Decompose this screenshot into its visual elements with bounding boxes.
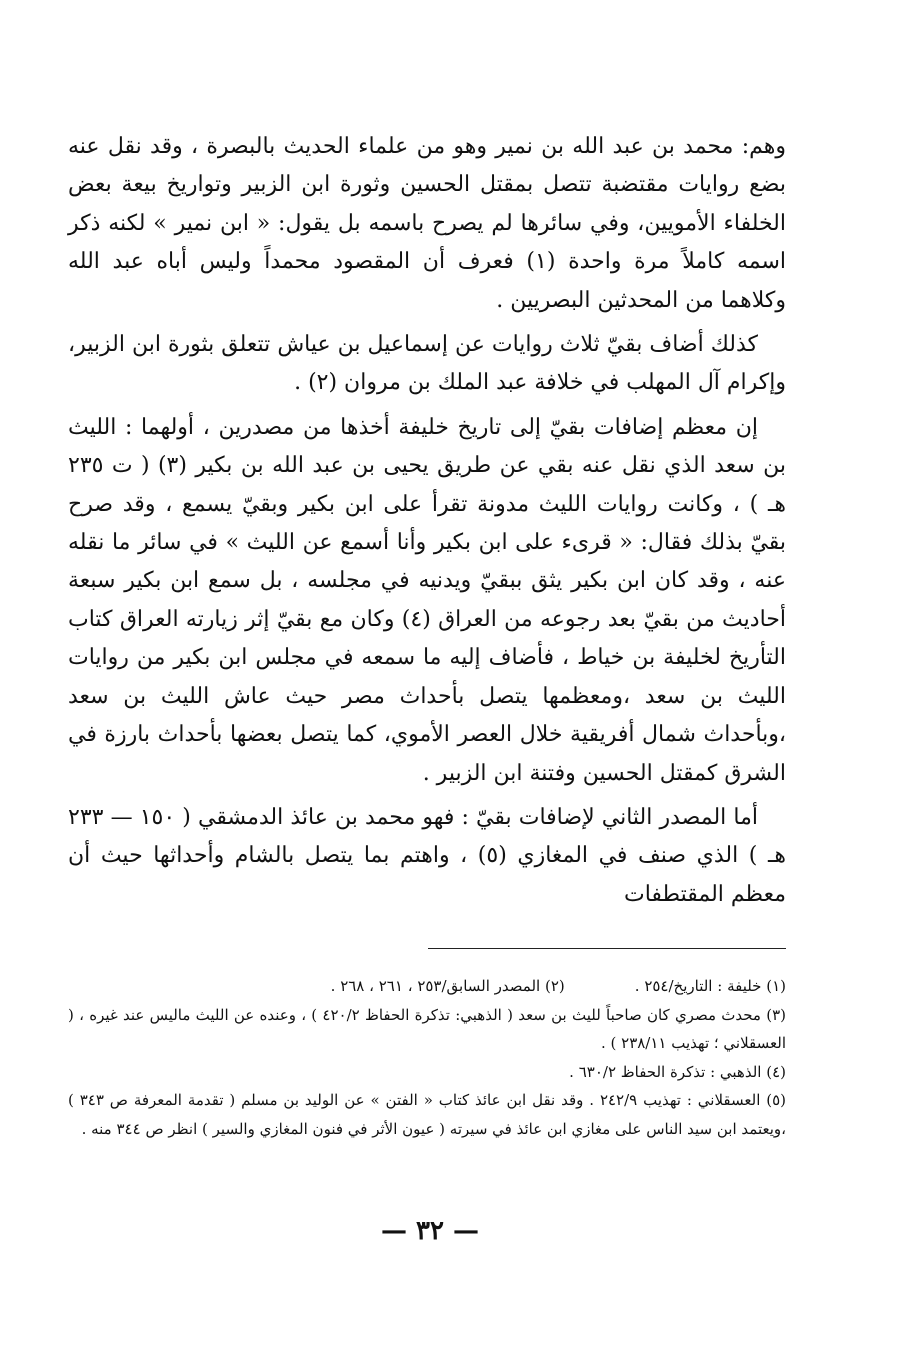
paragraph-1: وهم: محمد بن عبد الله بن نمير وهو من علماء الحديث بالبصرة ، وقد نقل عنه بضع روايات مقتضبة تتصل بمقتل الحسين وثورة ابن الزبير وتواريخ بيعة بعض الخلفاء الأمويين، وفي سائرها لم يصرح باسمه بل يقول: « ابن نمير » لكنه ذكر اسمه كاملاً مرة واحدة (١) فعرف أن المقصود محمداً وليس أباه عبد الله وكلاهما من المحدثين البصريين . [68,134,786,313]
footnote-divider [428,948,786,949]
footnotes [68,972,786,1143]
footnote-2: (٢) المصدر السابق/٢٥٣ ، ٢٦١ ، ٢٦٨ . [330,977,565,995]
body-text [68,128,786,920]
paragraph-2: كذلك أضاف بقيّ ثلاث روايات عن إسماعيل بن عياش تتعلق بثورة ابن الزبير، وإكرام آل المهلب في خلافة عبد الملك بن مروان (٢) . [68,332,786,396]
paragraph-4: أما المصدر الثاني لإضافات بقيّ : فهو محمد بن عائذ الدمشقي ( ١٥٠ — ٢٣٣ هـ ) الذي صنف في المغازي (٥) ، واهتم بما يتصل بالشام وأحداثها حيث أن معظم المقتطفات [68,804,786,907]
page-number: — ٣٢ — [380,1216,480,1246]
footnote-1: (١) خليفة : التاريخ/٢٥٤ . [634,977,786,995]
paragraph-3: إن معظم إضافات بقيّ إلى تاريخ خليفة أخذها من مصدرين ، أولهما : الليث بن سعد الذي نقل عنه بقي عن طريق يحيى بن عبد الله بن بكير (٣) ( ت ٢٣٥ هـ ) ، وكانت روايات الليث مدونة تقرأ على ابن بكير وبقيّ يسمع ، وقد صرح بقيّ بذلك فقال: « قرىء على ابن بكير وأنا أسمع عن الليث » في سائر ما نقله عنه ، وقد كان ابن بكير يثق ببقيّ ويدنيه في مجلسه ، بل سمع ابن بكير سبعة أحاديث من بقيّ بعد رجوعه من العراق (٤) وكان مع بقيّ إثر زيارته العراق كتاب التأريخ لخليفة بن خياط ، فأضاف إليه ما سمعه في مجلس ابن بكير من روايات الليث بن سعد ،ومعظمها يتصل بأحداث مصر حيث عاش الليث بن سعد ،وبأحداث شمال أفريقية خلال العصر الأموي، كما يتصل بعضها بأحداث بارزة في الشرق كمقتل الحسين وفتنة ابن الزبير . [68,414,787,786]
footnote-3: (٣) محدث مصري كان صاحباً لليث بن سعد ( الذهبي: تذكرة الحفاظ ٤٢٠/٢ ) ، وعنده عن الليث ماليس عند غيره ، ( العسقلاني ؛ تهذيب ٢٣٨/١١ ) . [68,1005,786,1052]
footnote-5: (٥) العسقلاني : تهذيب ٢٤٢/٩ . وقد نقل ابن عائذ كتاب « الفتن » عن الوليد بن مسلم ( تقدمة المعرفة ص ٣٤٣ ) ،ويعتمد ابن سيد الناس على مغازي ابن عائذ في سيرته ( عيون الأثر في فنون المغازي والسير ) انظر ص ٣٤٤ منه . [68,1091,787,1138]
footnote-4: (٤) الذهبي : تذكرة الحفاظ ٦٣٠/٢ . [569,1062,786,1081]
footnote-row-1-2 [68,972,786,1001]
